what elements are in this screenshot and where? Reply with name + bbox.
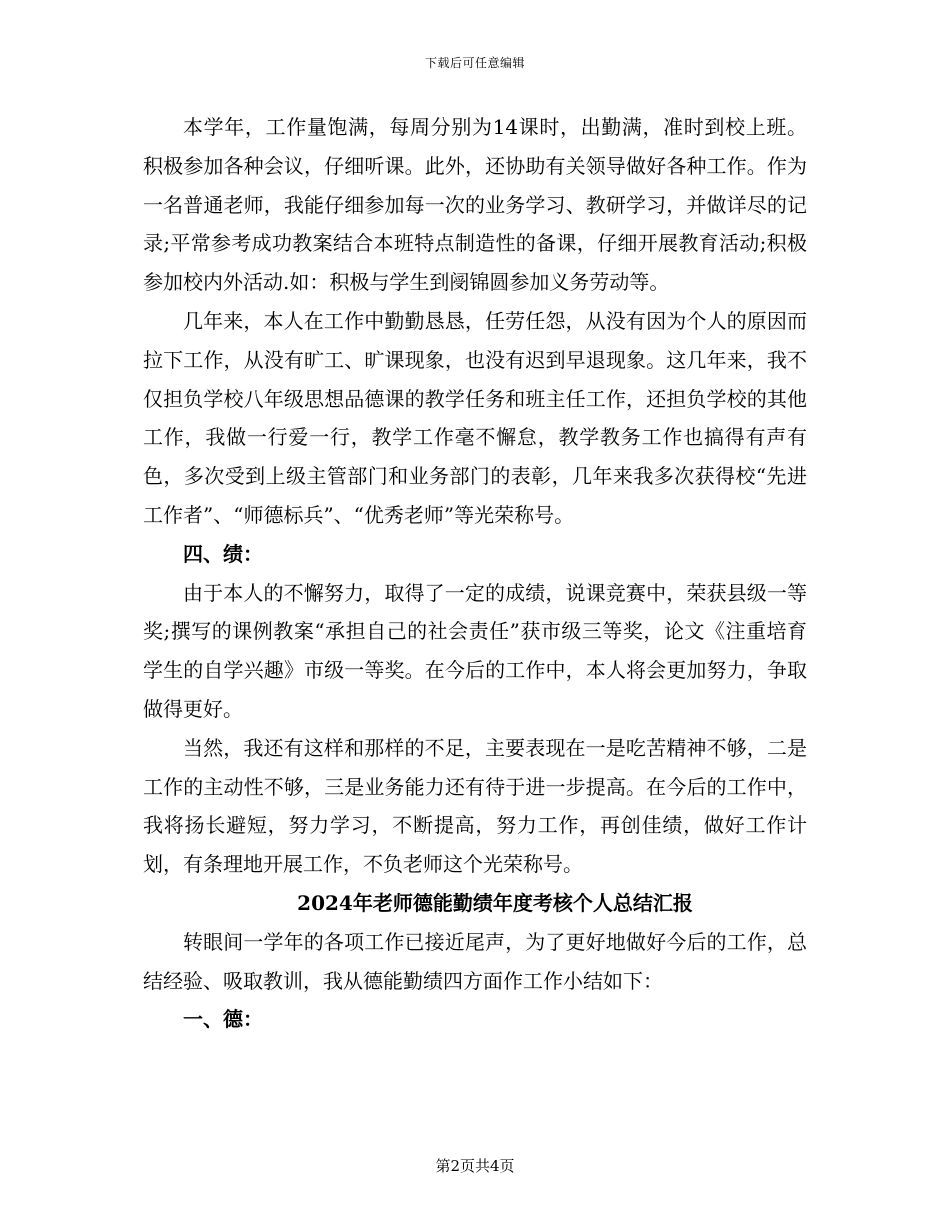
report-title: 2024年老师德能勤绩年度考核个人总结汇报 — [297, 890, 693, 915]
document-body — [143, 108, 807, 1039]
paragraph-workload: 本学年，工作量饱满，每周分别为14课时，出勤满，准时到校上班。积极参加各种会议，仔细听课。此外，还协助有关领导做好各种工作。作为一名普通老师，我能仔细参加每一次的业务学习、教研学习，并做详尽的记录;平常参考成功教案结合本班特点制造性的备课，仔细开展教育活动;积极参加校内外活动.如：积极与学生到阌锦圆参加义务劳动等。 — [143, 115, 807, 295]
section-heading-achievement: 四、绩： — [183, 541, 263, 566]
paragraph-intro: 转眼间一学年的各项工作已接近尾声，为了更好地做好今后的工作，总结经验、吸取教训，我从德能勤绩四方面作工作小结如下： — [143, 929, 807, 993]
paragraph-diligence: 几年来，本人在工作中勤勤恳恳，任劳任怨，从没有因为个人的原因而拉下工作，从没有旷工、旷课现象，也没有迟到早退现象。这几年来，我不仅担负学校八年级思想品德课的教学任务和班主任工作，还担负学校的其他工作，我做一行爱一行，教学工作毫不懈怠，教学教务工作也搞得有声有色，多次受到上级主管部门和业务部门的表彰，几年来我多次获得校“先进工作者”、“师德标兵”、“优秀老师”等光荣称号。 — [143, 308, 807, 527]
paragraph-shortcomings: 当然，我还有这样和那样的不足，主要表现在一是吃苦精神不够，二是工作的主动性不够，三是业务能力还有待于进一步提高。在今后的工作中，我将扬长避短，努力学习，不断提高，努力工作，再创佳绩，做好工作计划，有条理地开展工作，不负老师这个光荣称号。 — [143, 735, 807, 877]
section-heading-morality: 一、德： — [183, 1007, 263, 1032]
page-header: 下载后可任意编辑 — [424, 56, 525, 70]
paragraph-achievements: 由于本人的不懈努力，取得了一定的成绩，说课竞赛中，荣获县级一等奖;撰写的课例教案“承担自己的社会责任”获市级三等奖，论文《注重培育学生的自学兴趣》市级一等奖。在今后的工作中，本人将会更加努力，争取做得更好。 — [143, 580, 807, 721]
page-number: 第2页共4页 — [435, 1157, 515, 1175]
